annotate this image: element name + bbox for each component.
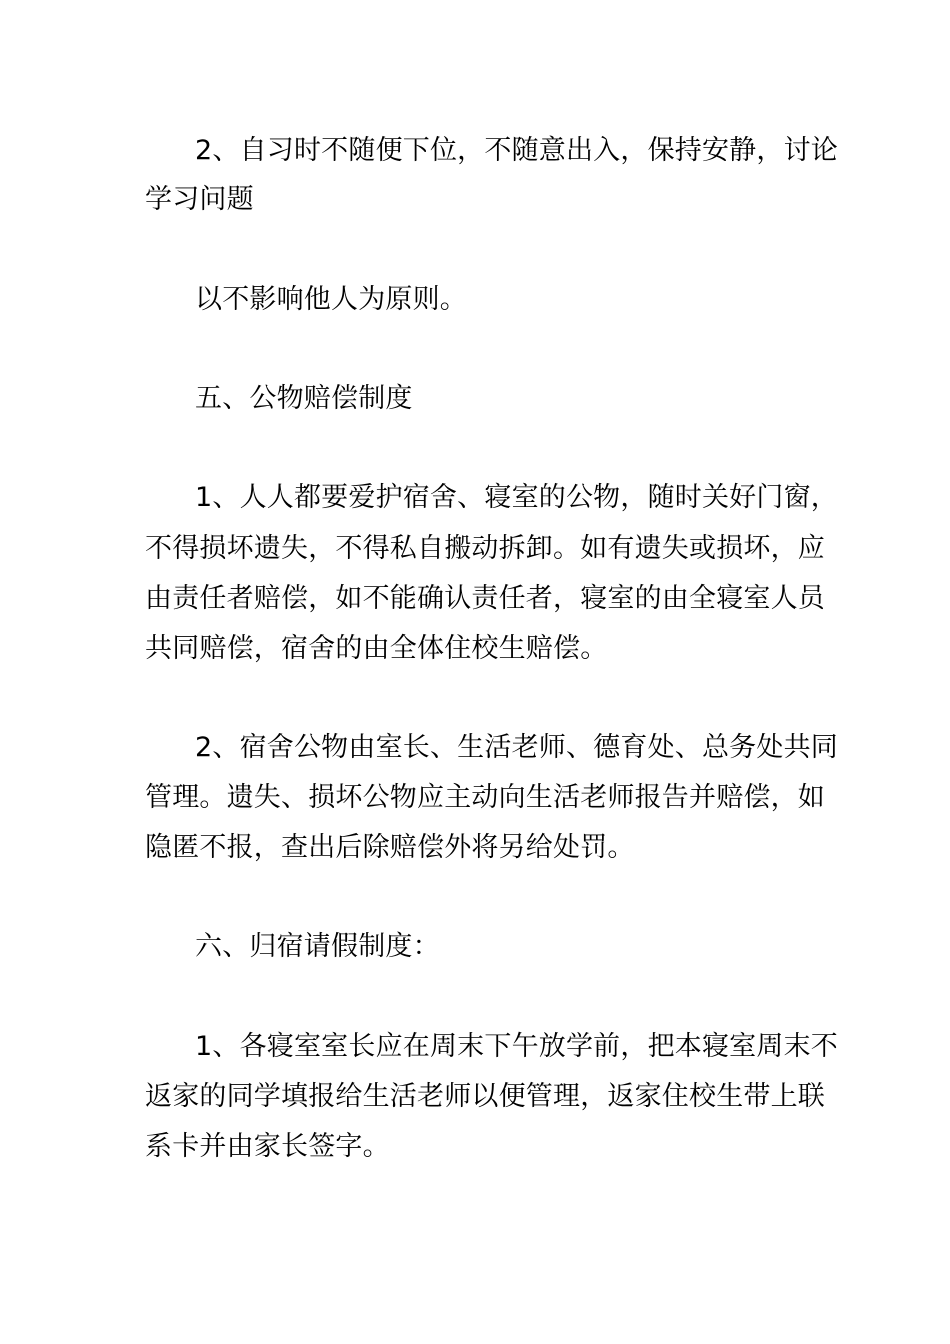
paragraph-line: 以不影响他人为原则。 (195, 284, 467, 315)
paragraph-line: 不得损坏遗失，不得私自搬动拆卸。如有遗失或损坏，应 (145, 533, 825, 564)
paragraph-line: 学习问题 (145, 184, 254, 215)
paragraph-line: 系卡并由家长签字。 (145, 1131, 390, 1162)
paragraph-line: 共同赔偿，宿舍的由全体住校生赔偿。 (145, 633, 608, 664)
section-heading: 六、归宿请假制度： (195, 931, 440, 962)
paragraph-line: 1、人人都要爱护宿舍、寝室的公物，随时关好门窗， (195, 482, 838, 513)
paragraph-line: 2、自习时不随便下位，不随意出入，保持安静，讨论 (195, 135, 838, 166)
section-heading: 五、公物赔偿制度 (195, 383, 413, 414)
paragraph-line: 2、宿舍公物由室长、生活老师、德育处、总务处共同 (195, 732, 838, 763)
paragraph-line: 管理。遗失、损坏公物应主动向生活老师报告并赔偿，如 (145, 782, 825, 813)
paragraph-line: 1、各寝室室长应在周末下午放学前，把本寝室周末不 (195, 1031, 838, 1062)
paragraph-line: 返家的同学填报给生活老师以便管理，返家住校生带上联 (145, 1081, 825, 1112)
paragraph-line: 由责任者赔偿，如不能确认责任者，寝室的由全寝室人员 (145, 583, 825, 614)
paragraph-line: 隐匿不报，查出后除赔偿外将另给处罚。 (145, 832, 635, 863)
